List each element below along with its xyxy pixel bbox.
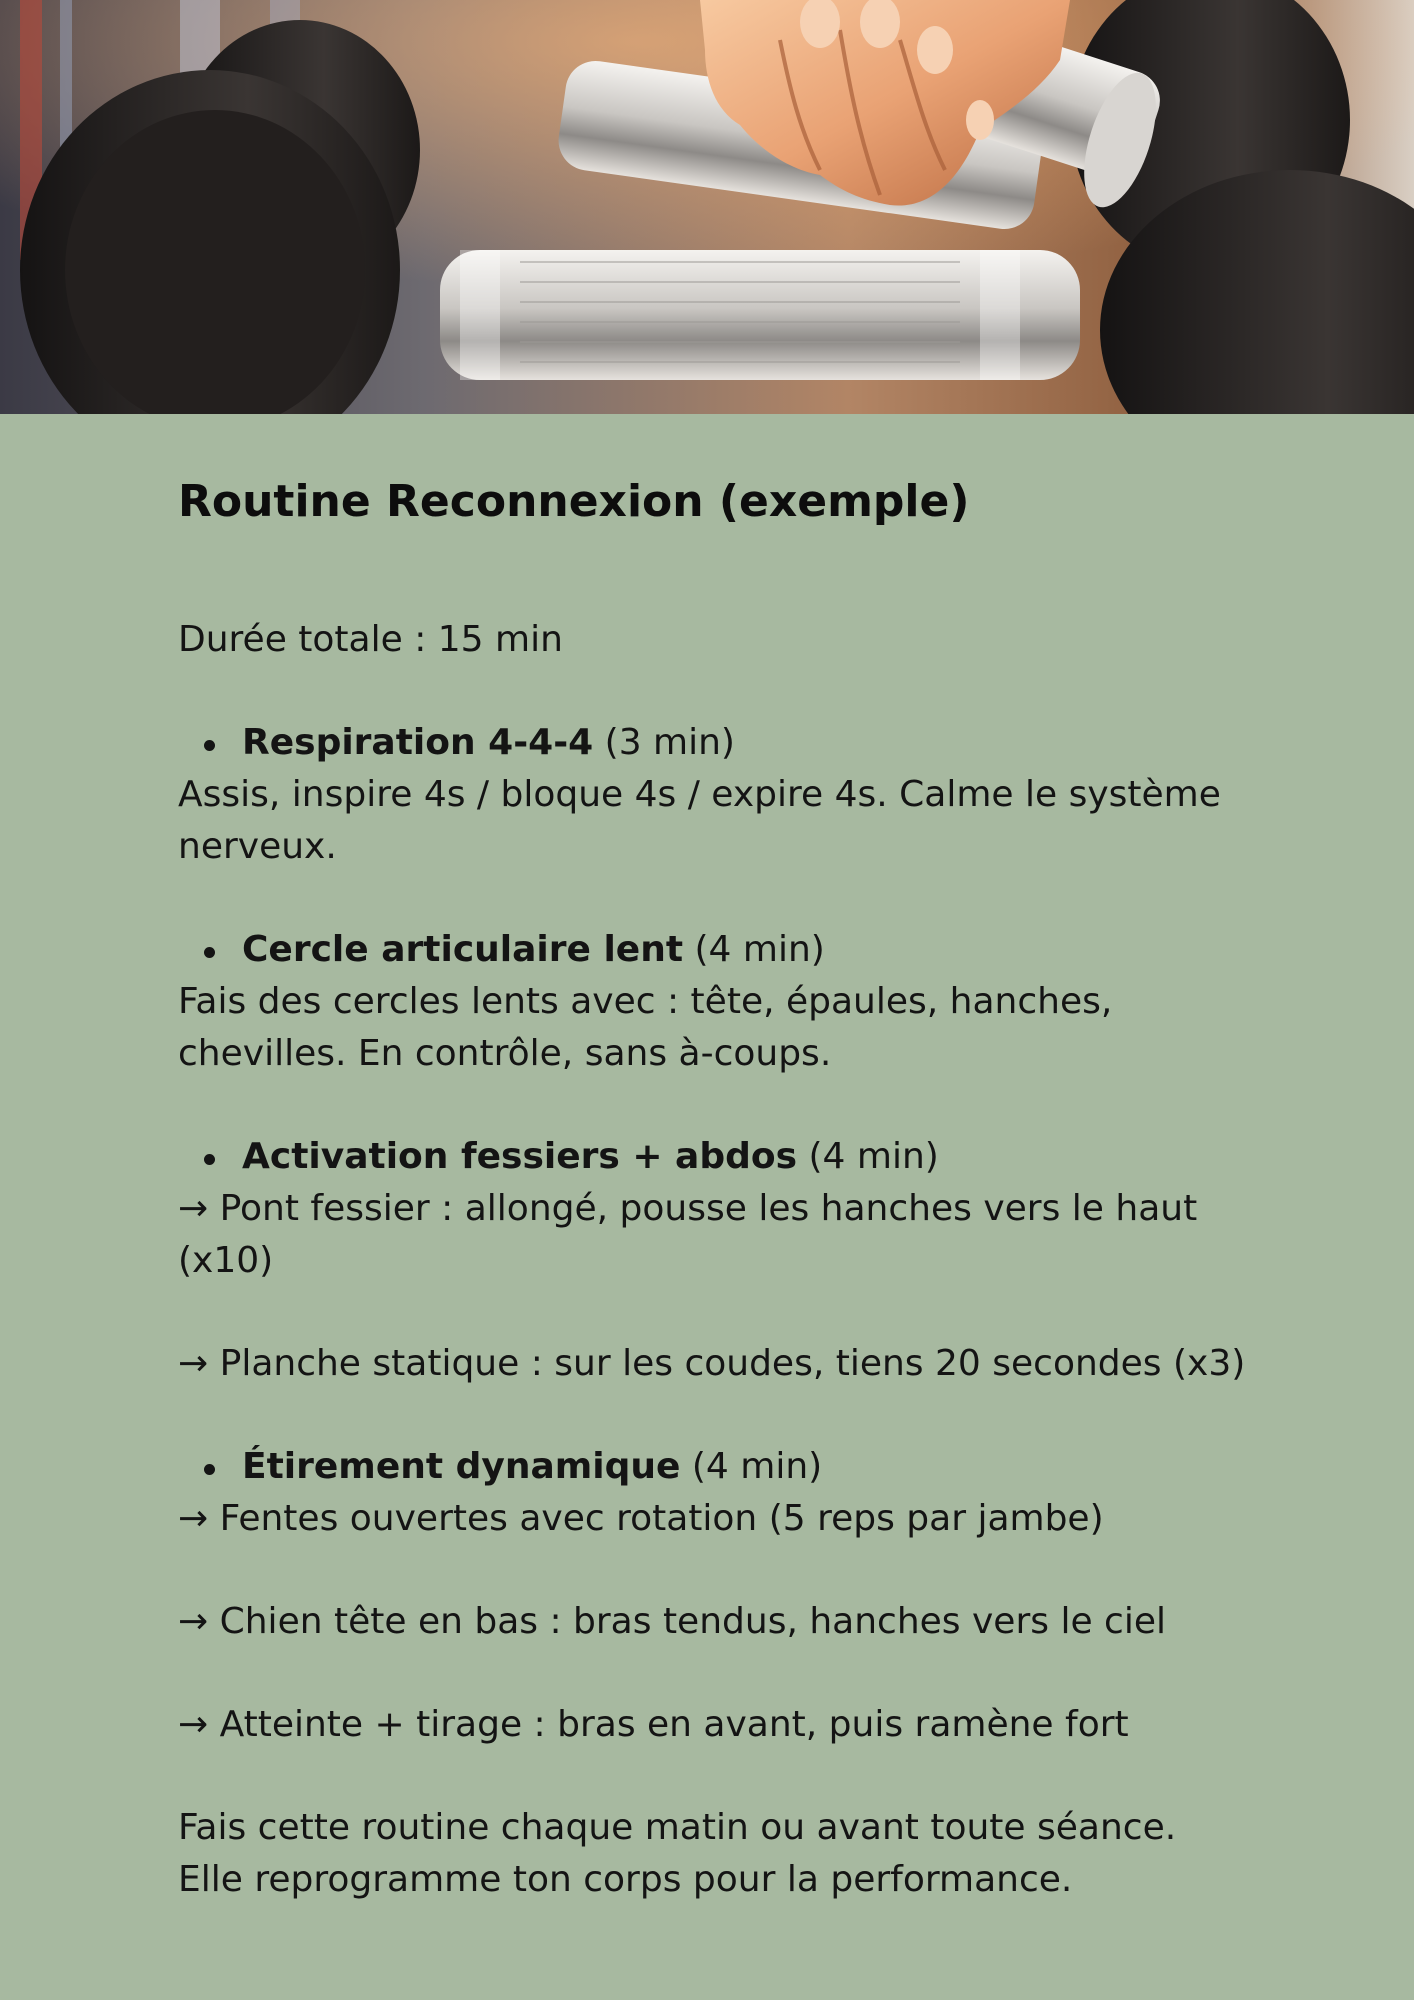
section-time: (4 min) xyxy=(694,929,825,970)
section-description: Assis, inspire 4s / bloque 4s / expire 4s. Calme le système nerveux. xyxy=(178,774,1221,867)
closing-line: Fais cette routine chaque matin ou avant toute séance. xyxy=(178,1807,1177,1848)
section-name: Étirement dynamique xyxy=(242,1446,681,1487)
section-heading xyxy=(178,924,1268,976)
dumbbell-photo-icon xyxy=(0,0,1414,414)
page-title: Routine Reconnexion (exemple) xyxy=(178,476,970,527)
routine-body xyxy=(178,614,1268,1906)
hero-image xyxy=(0,0,1414,414)
section-name: Respiration 4-4-4 xyxy=(242,722,594,763)
exercise-step: → Fentes ouvertes avec rotation (5 reps par jambe) xyxy=(178,1498,1104,1539)
exercise-step: → Chien tête en bas : bras tendus, hanches vers le ciel xyxy=(178,1601,1166,1642)
closing-line: Elle reprogramme ton corps pour la performance. xyxy=(178,1859,1073,1900)
section-heading xyxy=(178,1441,1268,1493)
section-time: (3 min) xyxy=(604,722,735,763)
section-heading xyxy=(178,717,1268,769)
exercise-step: → Pont fessier : allongé, pousse les hanches vers le haut (x10) xyxy=(178,1188,1198,1281)
section-description: Fais des cercles lents avec : tête, épaules, hanches, chevilles. En contrôle, sans à-coups. xyxy=(178,981,1113,1074)
section-heading xyxy=(178,1131,1268,1183)
section-name: Activation fessiers + abdos xyxy=(242,1136,798,1177)
section-time: (4 min) xyxy=(808,1136,939,1177)
exercise-step: → Atteinte + tirage : bras en avant, puis ramène fort xyxy=(178,1704,1129,1745)
section-name: Cercle articulaire lent xyxy=(242,929,684,970)
exercise-step: → Planche statique : sur les coudes, tiens 20 secondes (x3) xyxy=(178,1343,1246,1384)
section-time: (4 min) xyxy=(691,1446,823,1487)
total-duration: Durée totale : 15 min xyxy=(178,619,563,660)
